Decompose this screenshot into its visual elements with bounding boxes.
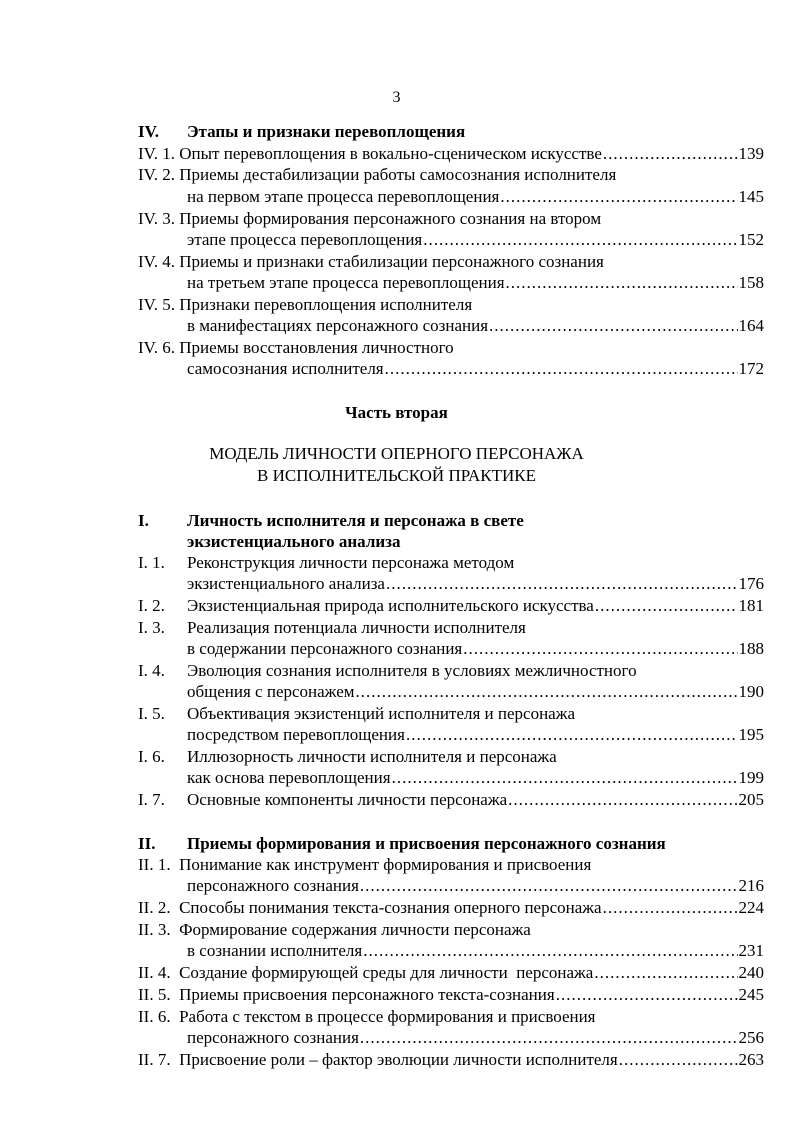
leader-dots [556,984,738,1005]
entry-page: 240 [738,963,764,982]
entry-title-cont: персонажного сознания [187,876,359,895]
entry-title: Присвоение роли – фактор эволюции личности исполнителя [179,1050,618,1069]
toc-entry-i-3-line2[interactable] [187,638,764,659]
leader-dots [392,767,738,788]
leader-dots [506,272,738,293]
toc-entry-ii-3-line2[interactable] [187,940,764,961]
section-ii-number: II. [138,834,156,853]
entry-title: Приемы и признаки стабилизации персонажного сознания [179,252,604,271]
entry-title-cont: этапе процесса перевоплощения [187,230,423,249]
entry-page: 245 [738,985,764,1004]
toc-entry-i-3-line1[interactable]: Реализация потенциала личности исполнителя [187,618,526,637]
entry-title: Способы понимания текста-сознания оперного персонажа [179,898,602,917]
entry-title: Признаки перевоплощения исполнителя [179,295,473,314]
toc-entry-i-6-line1[interactable]: Иллюзорность личности исполнителя и персонажа [187,747,557,766]
toc-entry-i-7-number: I. 7. [138,790,165,809]
toc-entry-iv-5-line1[interactable] [138,294,472,315]
entry-title-cont: общения с персонажем [187,682,355,701]
entry-number: II. 7. [138,1050,171,1069]
entry-page: 199 [738,768,764,787]
page-number: 3 [392,89,401,106]
entry-title: Приемы присвоения персонажного текста-сознания [179,985,555,1004]
leader-dots [595,595,738,616]
entry-page: 231 [738,941,764,960]
toc-entry-i-6-number: I. 6. [138,747,165,766]
entry-number: IV. 6. [138,338,175,357]
toc-entry-i-4-line1[interactable]: Эволюция сознания исполнителя в условиях межличностного [187,661,637,680]
leader-dots [363,940,737,961]
entry-number: II. 5. [138,985,171,1004]
leader-dots [508,789,737,810]
entry-page: 195 [738,725,764,744]
entry-title: Опыт перевоплощения в вокально-сценическом искусстве [179,144,602,163]
leader-dots [463,638,737,659]
entry-title-cont: в сознании исполнителя [187,941,363,960]
entry-page: 176 [738,574,764,593]
toc-entry-iv-6-line1[interactable] [138,337,454,358]
leader-dots [594,962,737,983]
toc-entry-iv-2-line1[interactable] [138,164,616,185]
entry-number: II. 6. [138,1007,171,1026]
leader-dots [500,186,737,207]
part-two-title-line2: В ИСПОЛНИТЕЛЬСКОЙ ПРАКТИКЕ [256,466,537,485]
section-iv-number: IV. [138,122,159,141]
section-iv-title: Этапы и признаки перевоплощения [187,122,466,141]
toc-entry-iv-5-line2[interactable] [187,315,764,336]
toc-entry-i-6-line2[interactable] [187,767,764,788]
toc-entry-ii-1-line1[interactable] [138,854,591,875]
entry-title-cont: самосознания исполнителя [187,359,384,378]
entry-title: Понимание как инструмент формирования и присвоения [179,855,592,874]
entry-page: 152 [738,230,764,249]
toc-entry-i-2[interactable] [187,595,764,616]
entry-number: IV. 2. [138,165,175,184]
toc-entry-i-7[interactable] [187,789,764,810]
section-i-number: I. [138,511,149,530]
leader-dots [489,315,737,336]
entry-page: 172 [738,359,764,378]
toc-entry-iv-1[interactable] [138,143,764,164]
entry-title-cont: в манифестациях персонажного сознания [187,316,489,335]
toc-entry-ii-6-line2[interactable] [187,1027,764,1048]
toc-entry-i-5-line2[interactable] [187,724,764,745]
toc-entry-ii-7[interactable] [138,1049,764,1070]
entry-title: Формирование содержания личности персонажа [179,920,531,939]
entry-page: 205 [738,790,764,809]
entry-number: II. 1. [138,855,171,874]
toc-entry-i-5-line1[interactable]: Объективация экзистенций исполнителя и персонажа [187,704,576,723]
entry-number: II. 4. [138,963,171,982]
entry-title-cont: в содержании персонажного сознания [187,639,463,658]
toc-entry-ii-2[interactable] [138,897,764,918]
entry-page: 188 [738,639,764,658]
entry-title-cont: персонажного сознания [187,1028,359,1047]
leader-dots [603,143,738,164]
entry-title: Приемы дестабилизации работы самосознания исполнителя [179,165,617,184]
entry-number: IV. 3. [138,209,175,228]
toc-entry-iv-3-line2[interactable] [187,229,764,250]
toc-entry-ii-4[interactable] [138,962,764,983]
leader-dots [386,573,738,594]
toc-entry-ii-6-line1[interactable] [138,1006,596,1027]
leader-dots [406,724,738,745]
toc-entry-i-5-number: I. 5. [138,704,165,723]
entry-number: IV. 4. [138,252,175,271]
entry-page: 139 [738,144,764,163]
entry-title: Приемы восстановления личностного [179,338,454,357]
entry-page: 263 [738,1050,764,1069]
toc-entry-i-3-number: I. 3. [138,618,165,637]
leader-dots [385,358,738,379]
toc-entry-iv-6-line2[interactable] [187,358,764,379]
leader-dots [356,681,738,702]
leader-dots [603,897,738,918]
entry-title: Работа с текстом в процессе формирования и присвоения [179,1007,596,1026]
leader-dots [360,1027,738,1048]
entry-title: Приемы формирования персонажного сознания на втором [179,209,602,228]
entry-page: 145 [738,187,764,206]
entry-title-cont: посредством перевоплощения [187,725,405,744]
entry-title-cont: экзистенциального анализа [187,574,385,593]
entry-page: 216 [738,876,764,895]
entry-title-cont: на первом этапе процесса перевоплощения [187,187,500,206]
entry-title: Создание формирующей среды для личности персонажа [179,963,594,982]
entry-page: 158 [738,273,764,292]
section-i-title-line2: экзистенциального анализа [187,532,401,551]
section-ii-title: Приемы формирования и присвоения персонажного сознания [187,834,666,853]
toc-entry-iv-4-line1[interactable] [138,251,604,272]
toc-entry-i-2-number: I. 2. [138,596,165,615]
entry-page: 181 [738,596,764,615]
entry-page: 164 [738,316,764,335]
entry-page: 256 [738,1028,764,1047]
section-i-title-line1: Личность исполнителя и персонажа в свете [187,511,524,530]
entry-title: Экзистенциальная природа исполнительского искусства [187,596,594,615]
entry-title: Основные компоненты личности персонажа [187,790,508,809]
entry-number: IV. 1. [138,144,175,163]
entry-number: II. 3. [138,920,171,939]
toc-entry-i-4-number: I. 4. [138,661,165,680]
part-two-label: Часть вторая [345,403,448,422]
leader-dots [360,875,738,896]
leader-dots [423,229,737,250]
toc-entry-ii-1-line2[interactable] [187,875,764,896]
entry-title-cont: на третьем этапе процесса перевоплощения [187,273,505,292]
entry-title-cont: как основа перевоплощения [187,768,391,787]
entry-number: IV. 5. [138,295,175,314]
entry-page: 190 [738,682,764,701]
part-two-title-line1: МОДЕЛЬ ЛИЧНОСТИ ОПЕРНОГО ПЕРСОНАЖА [209,444,584,463]
toc-entry-ii-5[interactable] [138,984,764,1005]
toc-entry-i-1-line2[interactable] [187,573,764,594]
toc-entry-i-1-number: I. 1. [138,553,165,572]
toc-entry-iv-2-line2[interactable] [187,186,764,207]
entry-page: 224 [738,898,764,917]
toc-entry-ii-3-line1[interactable] [138,919,531,940]
leader-dots [619,1049,738,1070]
toc-entry-iv-4-line2[interactable] [187,272,764,293]
toc-entry-iv-3-line1[interactable] [138,208,601,229]
toc-entry-i-4-line2[interactable] [187,681,764,702]
toc-entry-i-1-line1[interactable]: Реконструкция личности персонажа методом [187,553,515,572]
entry-number: II. 2. [138,898,171,917]
